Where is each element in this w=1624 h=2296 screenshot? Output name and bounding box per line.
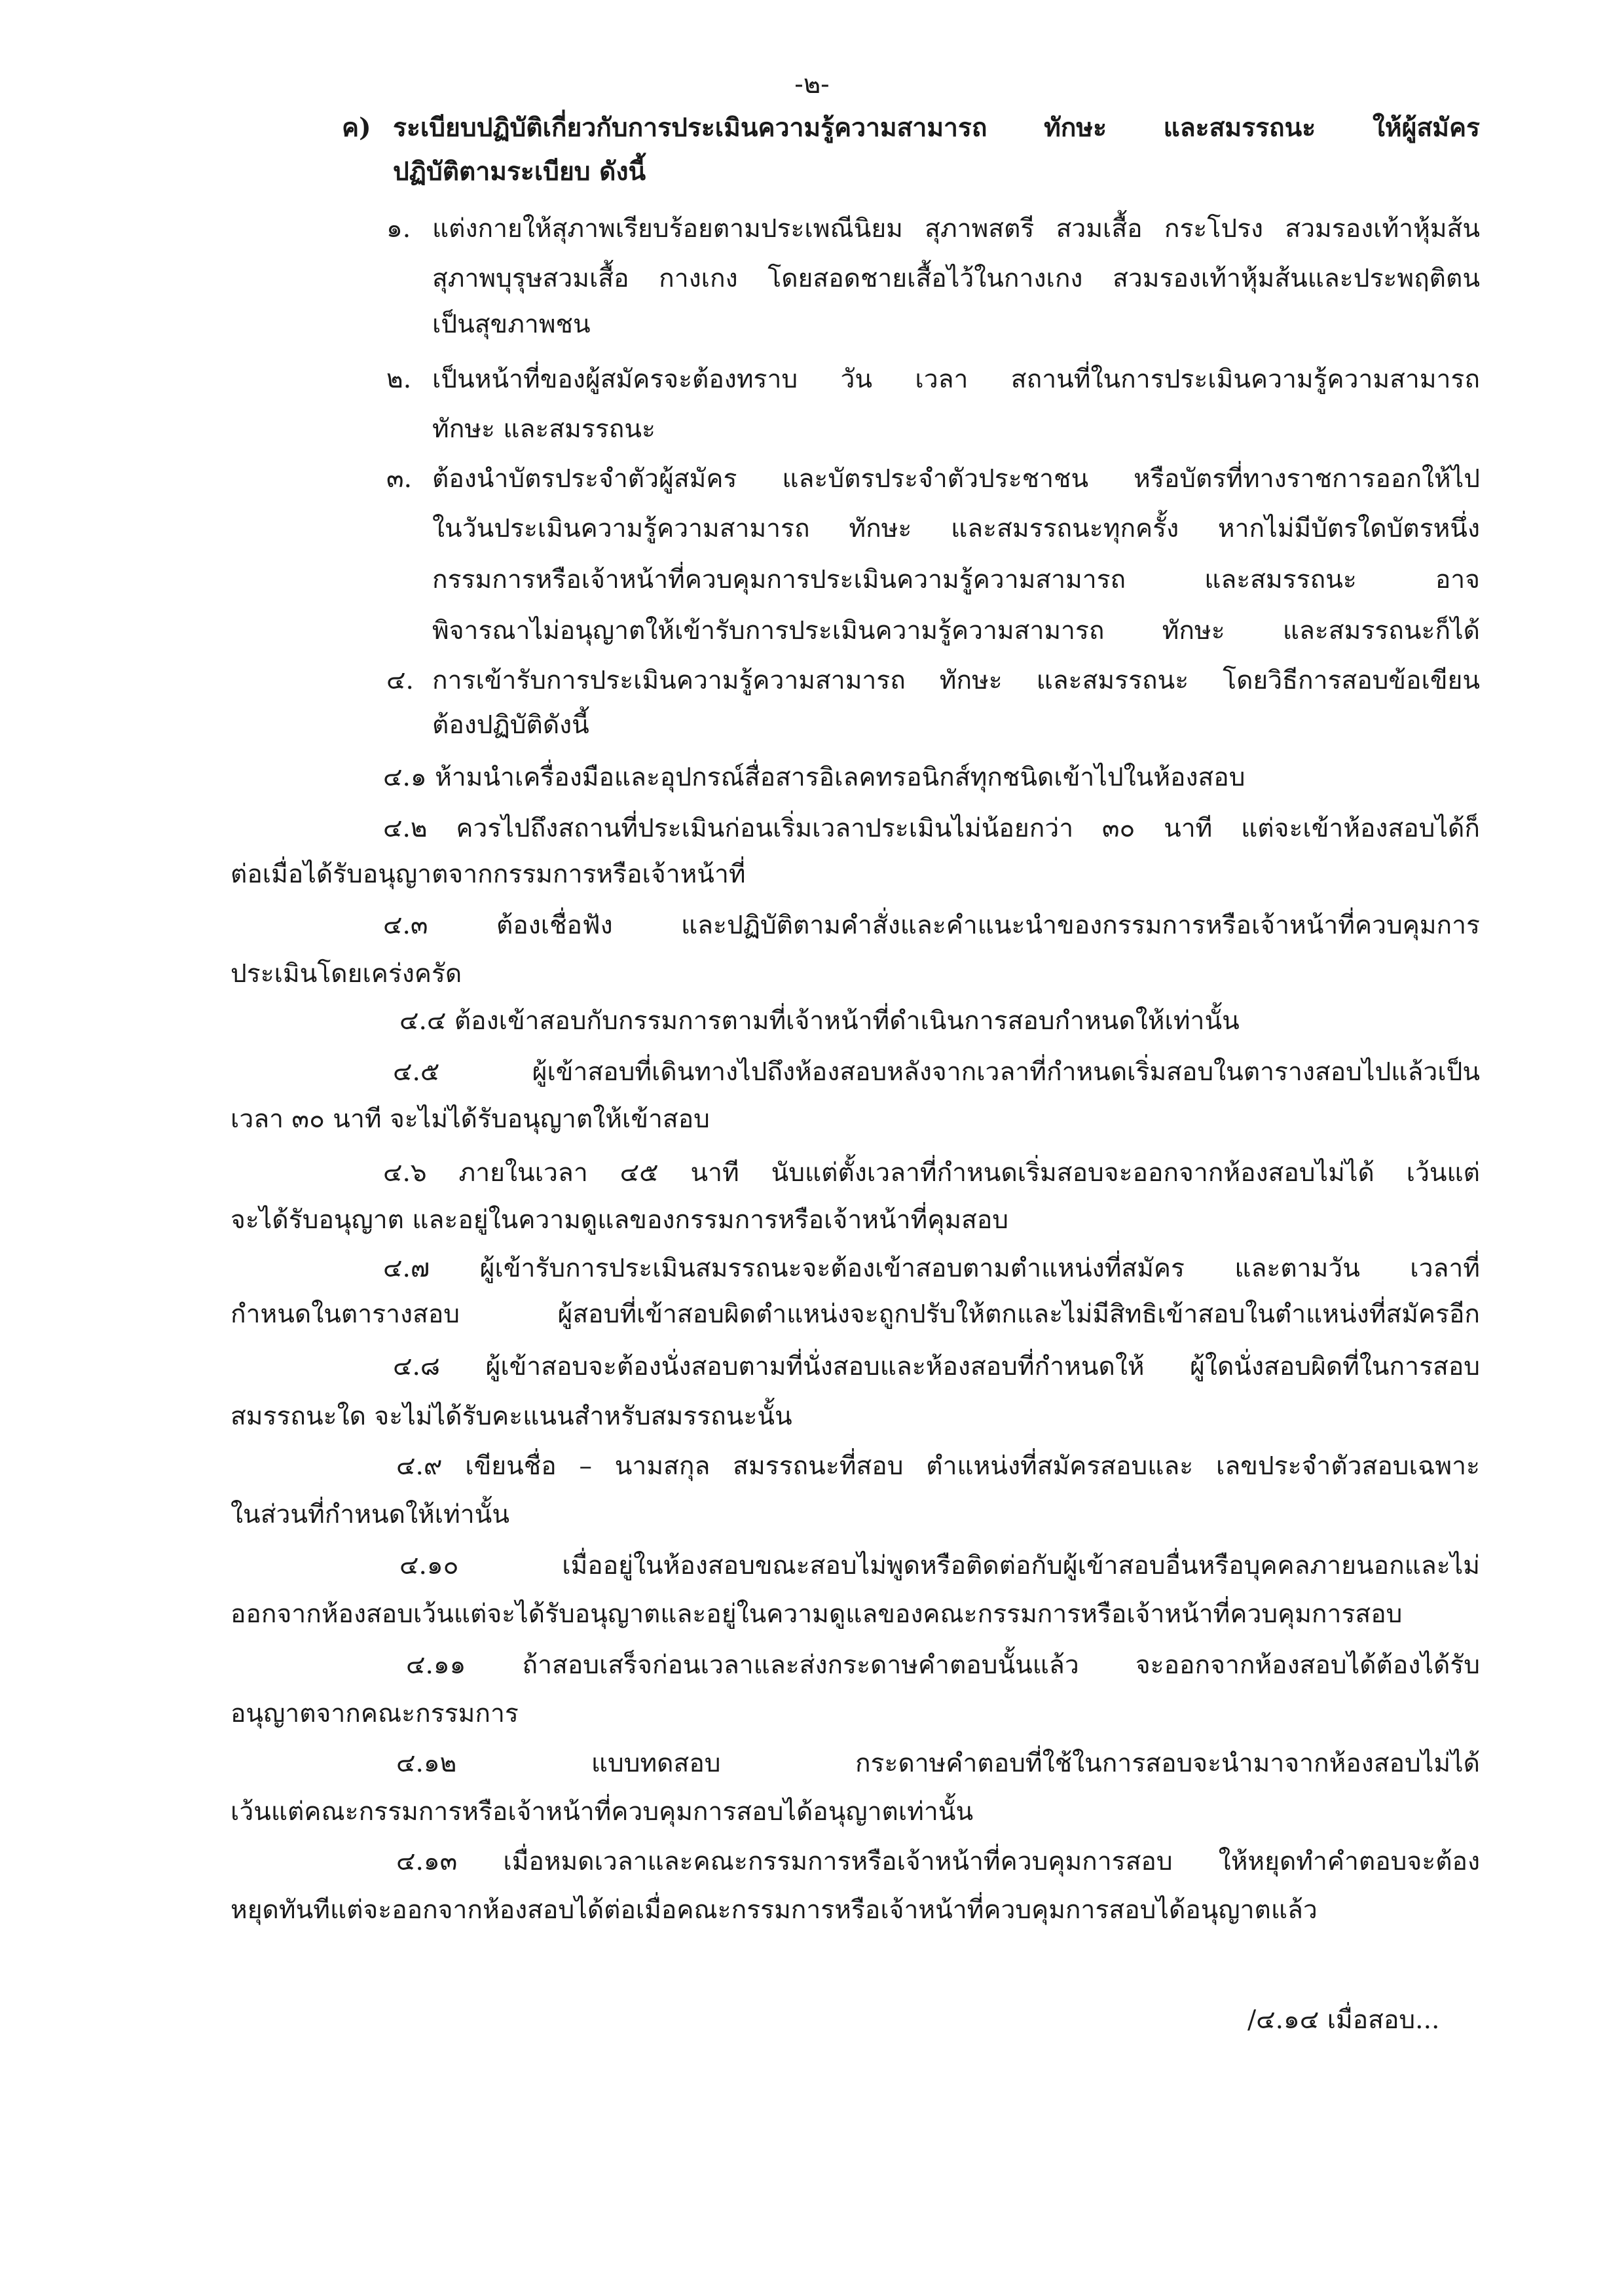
sub-item-continuation: ต่อเมื่อได้รับอนุญาตจากกรรมการหรือเจ้าหน้าที่ — [231, 860, 746, 889]
sub-item-continuation: สมรรถนะใด จะไม่ได้รับคะแนนสำหรับสมรรถนะนั้น — [231, 1402, 792, 1431]
item-line: เป็นสุขภาพชน — [432, 310, 591, 339]
sub-item-first-line: ๔.๖ ภายในเวลา ๔๕ นาที นับแต่ตั้งเวลาที่กำหนดเริ่มสอบจะออกจากห้องสอบไม่ได้ เว้นแต่ — [383, 1158, 1480, 1188]
page-number: -๒- — [794, 69, 830, 100]
sub-item-first-line: ๔.๓ ต้องเชื่อฟัง และปฏิบัติตามคำสั่งและคำแนะนำของกรรมการหรือเจ้าหน้าที่ควบคุมการ — [383, 911, 1480, 940]
sub-item-continuation: ประเมินโดยเคร่งครัด — [231, 959, 462, 989]
sub-item-first-line: ๔.๑๑ ถ้าสอบเสร็จก่อนเวลาและส่งกระดาษคำตอบนั้นแล้ว จะออกจากห้องสอบได้ต้องได้รับ — [406, 1650, 1480, 1680]
item-line: แต่งกายให้สุภาพเรียบร้อยตามประเพณีนิยม สุภาพสตรี สวมเสื้อ กระโปรง สวมรองเท้าหุ้มส้น — [432, 214, 1480, 244]
sub-item-first-line: ๔.๕ ผู้เข้าสอบที่เดินทางไปถึงห้องสอบหลังจากเวลาที่กำหนดเริ่มสอบในตารางสอบไปแล้วเป็น — [393, 1057, 1480, 1087]
sub-item-first-line: ๔.๑๐ เมื่ออยู่ในห้องสอบขณะสอบไม่พูดหรือติดต่อกับผู้เข้าสอบอื่นหรือบุคคลภายนอกและไม่ — [399, 1551, 1480, 1580]
sub-item-continuation: ออกจากห้องสอบเว้นแต่จะได้รับอนุญาตและอยู่ในความดูแลของคณะกรรมการหรือเจ้าหน้าที่ควบคุมการสอบ — [231, 1599, 1403, 1629]
sub-item-first-line: ๔.๔ ต้องเข้าสอบกับกรรมการตามที่เจ้าหน้าที่ดำเนินการสอบกำหนดให้เท่านั้น — [399, 1006, 1240, 1036]
section-marker: ค) — [342, 113, 371, 143]
sub-item-first-line: ๔.๒ ควรไปถึงสถานที่ประเมินก่อนเริ่มเวลาประเมินไม่น้อยกว่า ๓๐ นาที แต่จะเข้าห้องสอบได้ก็ — [383, 814, 1480, 843]
sub-item-continuation: เวลา ๓๐ นาที จะไม่ได้รับอนุญาตให้เข้าสอบ — [231, 1104, 710, 1134]
sub-item-continuation: หยุดทันทีแต่จะออกจากห้องสอบได้ต่อเมื่อคณะกรรมการหรือเจ้าหน้าที่ควบคุมการสอบได้อนุญาตแล้ว — [231, 1895, 1318, 1925]
section-heading-line2: ปฏิบัติตามระเบียบ ดังนี้ — [393, 156, 646, 187]
item-number: ๓. — [386, 464, 413, 494]
sub-item-continuation: กำหนดในตารางสอบ ผู้สอบที่เข้าสอบผิดตำแหน่งจะถูกปรับให้ตกและไม่มีสิทธิเข้าสอบในตำแหน่งที่สมัครอีก — [231, 1300, 1480, 1329]
item-number: ๔. — [386, 666, 414, 695]
item-line: ในวันประเมินความรู้ความสามารถ ทักษะ และสมรรถนะทุกครั้ง หากไม่มีบัตรใดบัตรหนึ่ง — [432, 514, 1480, 543]
continuation-text: /๔.๑๔ เมื่อสอบ... — [1247, 2005, 1440, 2035]
sub-item-first-line: ๔.๙ เขียนชื่อ – นามสกุล สมรรถนะที่สอบ ตำแหน่งที่สมัครสอบและ เลขประจำตัวสอบเฉพาะ — [396, 1451, 1480, 1481]
item-line: ทักษะ และสมรรถนะ — [432, 414, 655, 444]
item-line: ต้องปฏิบัติดังนี้ — [432, 710, 589, 740]
item-number: ๑. — [386, 214, 411, 244]
sub-item-continuation: ในส่วนที่กำหนดให้เท่านั้น — [231, 1500, 509, 1529]
sub-item-first-line: ๔.๘ ผู้เข้าสอบจะต้องนั่งสอบตามที่นั่งสอบและห้องสอบที่กำหนดให้ ผู้ใดนั่งสอบผิดที่ในการสอบ — [393, 1352, 1480, 1381]
sub-item-continuation: จะได้รับอนุญาต และอยู่ในความดูแลของกรรมการหรือเจ้าหน้าที่คุมสอบ — [231, 1205, 1009, 1235]
section-heading-line1: ระเบียบปฏิบัติเกี่ยวกับการประเมินความรู้ความสามารถ ทักษะ และสมรรถนะ ให้ผู้สมัคร — [393, 113, 1480, 143]
item-line: เป็นหน้าที่ของผู้สมัครจะต้องทราบ วัน เวลา สถานที่ในการประเมินความรู้ความสามารถ — [432, 365, 1480, 394]
item-line: กรรมการหรือเจ้าหน้าที่ควบคุมการประเมินความรู้ความสามารถ และสมรรถนะ อาจ — [432, 565, 1480, 594]
sub-item-first-line: ๔.๑๓ เมื่อหมดเวลาและคณะกรรมการหรือเจ้าหน้าที่ควบคุมการสอบ ให้หยุดทำคำตอบจะต้อง — [396, 1847, 1480, 1876]
item-number: ๒. — [386, 365, 412, 394]
item-line: การเข้ารับการประเมินความรู้ความสามารถ ทักษะ และสมรรถนะ โดยวิธีการสอบข้อเขียน — [432, 666, 1480, 695]
sub-item-continuation: เว้นแต่คณะกรรมการหรือเจ้าหน้าที่ควบคุมการสอบได้อนุญาตเท่านั้น — [231, 1797, 974, 1827]
sub-item-first-line: ๔.๑ ห้ามนำเครื่องมือและอุปกรณ์สื่อสารอิเลคทรอนิกส์ทุกชนิดเข้าไปในห้องสอบ — [383, 763, 1246, 792]
sub-item-first-line: ๔.๗ ผู้เข้ารับการประเมินสมรรถนะจะต้องเข้าสอบตามตำแหน่งที่สมัคร และตามวัน เวลาที่ — [383, 1254, 1480, 1283]
item-line: สุภาพบุรุษสวมเสื้อ กางเกง โดยสอดชายเสื้อไว้ในกางเกง สวมรองเท้าหุ้มส้นและประพฤติตน — [432, 264, 1480, 293]
sub-item-continuation: อนุญาตจากคณะกรรมการ — [231, 1699, 519, 1728]
item-line: ต้องนำบัตรประจำตัวผู้สมัคร และบัตรประจำตัวประชาชน หรือบัตรที่ทางราชการออกให้ไป — [432, 464, 1480, 494]
sub-item-first-line: ๔.๑๒ แบบทดสอบ กระดาษคำตอบที่ใช้ในการสอบจะนำมาจากห้องสอบไม่ได้ — [396, 1749, 1480, 1778]
item-line: พิจารณาไม่อนุญาตให้เข้ารับการประเมินความรู้ความสามารถ ทักษะ และสมรรถนะก็ได้ — [432, 616, 1480, 646]
